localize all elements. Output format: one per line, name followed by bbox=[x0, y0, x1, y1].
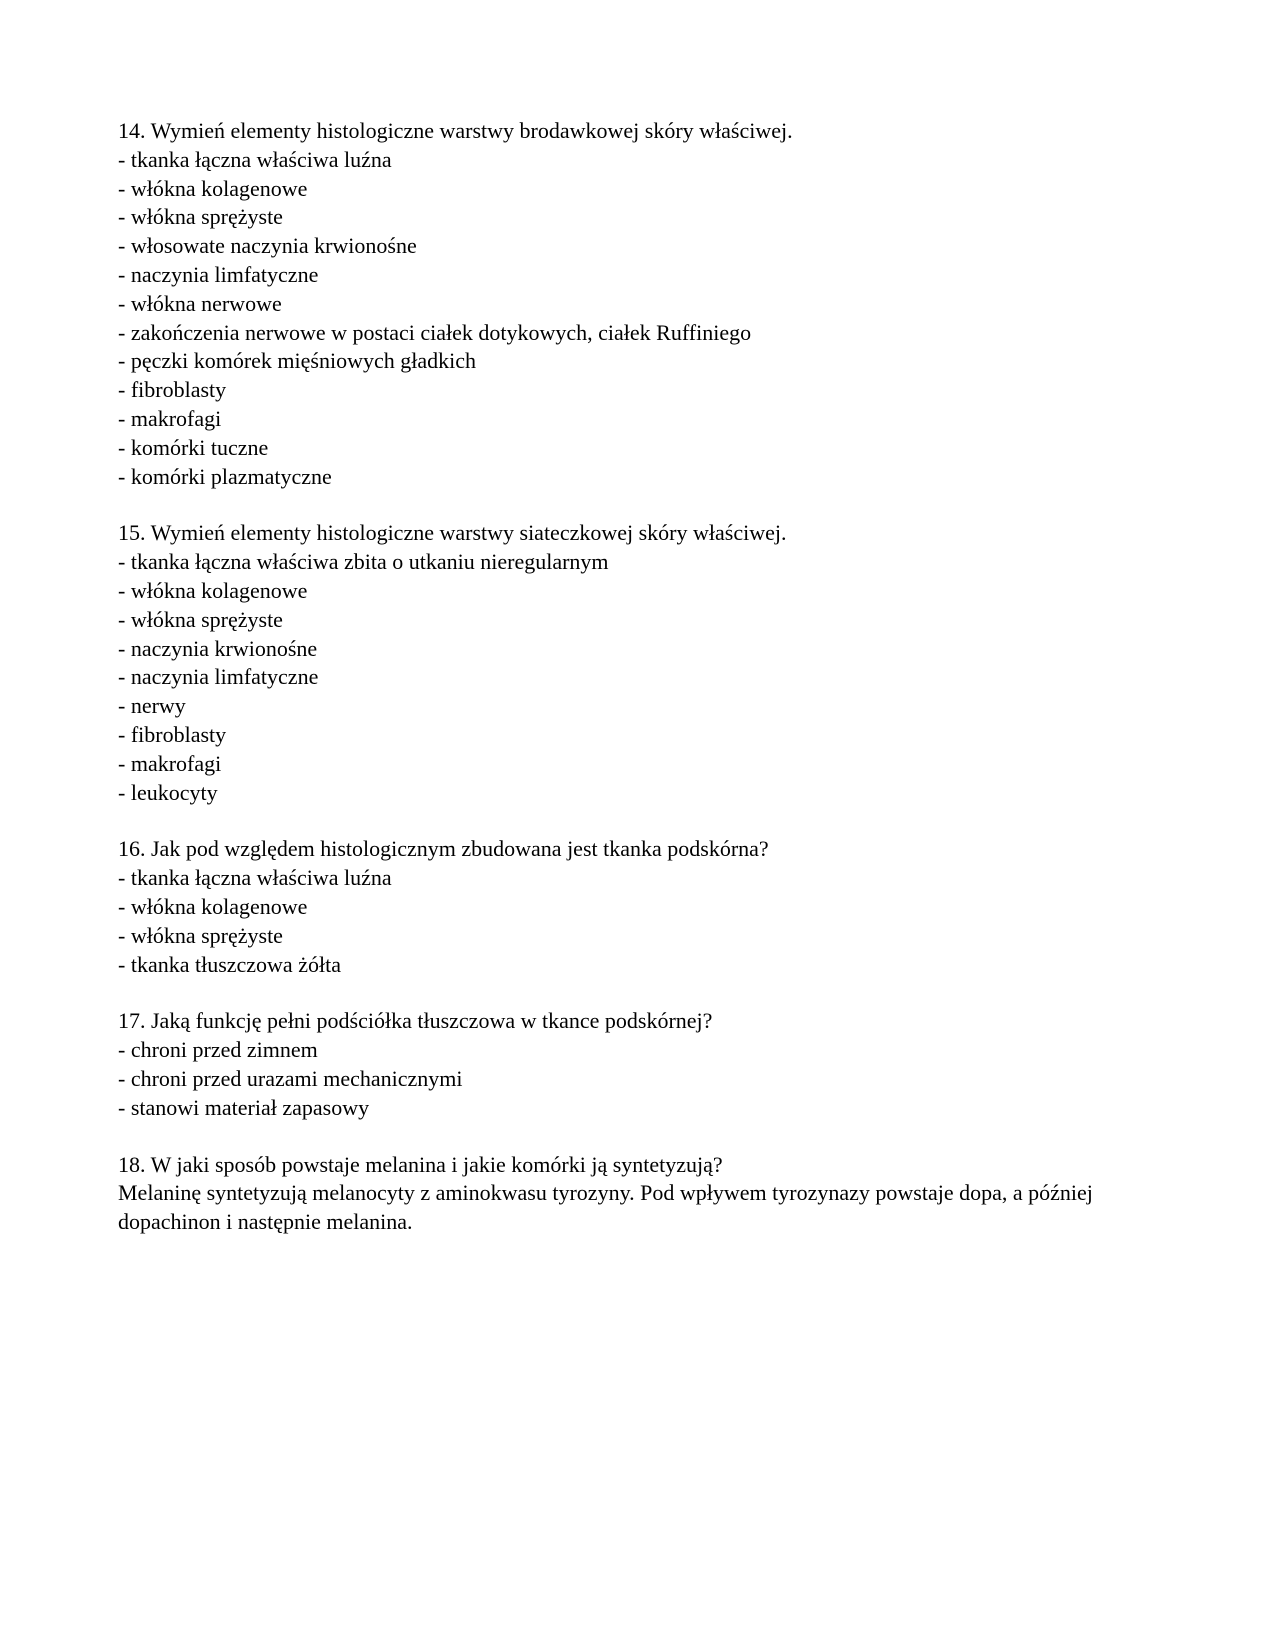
list-item: - włókna kolagenowe bbox=[118, 577, 308, 603]
question-heading: 17. Jaką funkcję pełni podściółka tłuszczowa w tkance podskórnej? bbox=[118, 1008, 713, 1034]
list-item: - komórki plazmatyczne bbox=[118, 463, 332, 489]
question-section-14 bbox=[118, 117, 1158, 491]
list-item: - tkanka tłuszczowa żółta bbox=[118, 951, 341, 977]
list-item: - fibroblasty bbox=[118, 377, 227, 403]
list-item: - naczynia limfatyczne bbox=[118, 261, 319, 287]
list-item: - nerwy bbox=[118, 693, 186, 719]
list-item: - chroni przed urazami mechanicznymi bbox=[118, 1065, 463, 1091]
list-item: - włókna sprężyste bbox=[118, 606, 283, 632]
list-item: - naczynia krwionośne bbox=[118, 635, 318, 661]
list-item: - tkanka łączna właściwa zbita o utkaniu nieregularnym bbox=[118, 549, 609, 575]
question-heading: 16. Jak pod względem histologicznym zbudowana jest tkanka podskórna? bbox=[118, 836, 769, 862]
list-item: - tkanka łączna właściwa luźna bbox=[118, 865, 392, 891]
list-item: - makrofagi bbox=[118, 405, 222, 431]
list-item: - fibroblasty bbox=[118, 721, 227, 747]
question-section-15 bbox=[118, 519, 1158, 807]
list-item: - pęczki komórek mięśniowych gładkich bbox=[118, 348, 477, 374]
answer-paragraph: Melaninę syntetyzują melanocyty z aminokwasu tyrozyny. Pod wpływem tyrozynazy powstaje dopa, a później dopachinon i następnie melanina. bbox=[118, 1180, 1093, 1235]
question-section-16 bbox=[118, 835, 1158, 979]
list-item: - włókna kolagenowe bbox=[118, 893, 308, 919]
list-item: - włókna sprężyste bbox=[118, 204, 283, 230]
list-item: - chroni przed zimnem bbox=[118, 1037, 318, 1063]
list-item: - włókna nerwowe bbox=[118, 290, 282, 316]
list-item: - włókna kolagenowe bbox=[118, 175, 308, 201]
question-heading: 18. W jaki sposób powstaje melanina i jakie komórki ją syntetyzują? bbox=[118, 1151, 723, 1177]
document-page bbox=[118, 117, 1158, 1265]
question-section-18 bbox=[118, 1151, 1158, 1237]
question-heading: 15. Wymień elementy histologiczne warstwy siateczkowej skóry właściwej. bbox=[118, 520, 787, 546]
list-item: - włókna sprężyste bbox=[118, 922, 283, 948]
question-heading: 14. Wymień elementy histologiczne warstwy brodawkowej skóry właściwej. bbox=[118, 118, 793, 143]
list-item: - włosowate naczynia krwionośne bbox=[118, 233, 417, 259]
list-item: - makrofagi bbox=[118, 750, 222, 776]
list-item: - zakończenia nerwowe w postaci ciałek dotykowych, ciałek Ruffiniego bbox=[118, 319, 752, 345]
list-item: - komórki tuczne bbox=[118, 434, 269, 460]
list-item: - naczynia limfatyczne bbox=[118, 664, 319, 690]
list-item: - stanowi materiał zapasowy bbox=[118, 1094, 370, 1120]
list-item: - leukocyty bbox=[118, 779, 218, 805]
list-item: - tkanka łączna właściwa luźna bbox=[118, 146, 392, 172]
question-section-17 bbox=[118, 1007, 1158, 1122]
